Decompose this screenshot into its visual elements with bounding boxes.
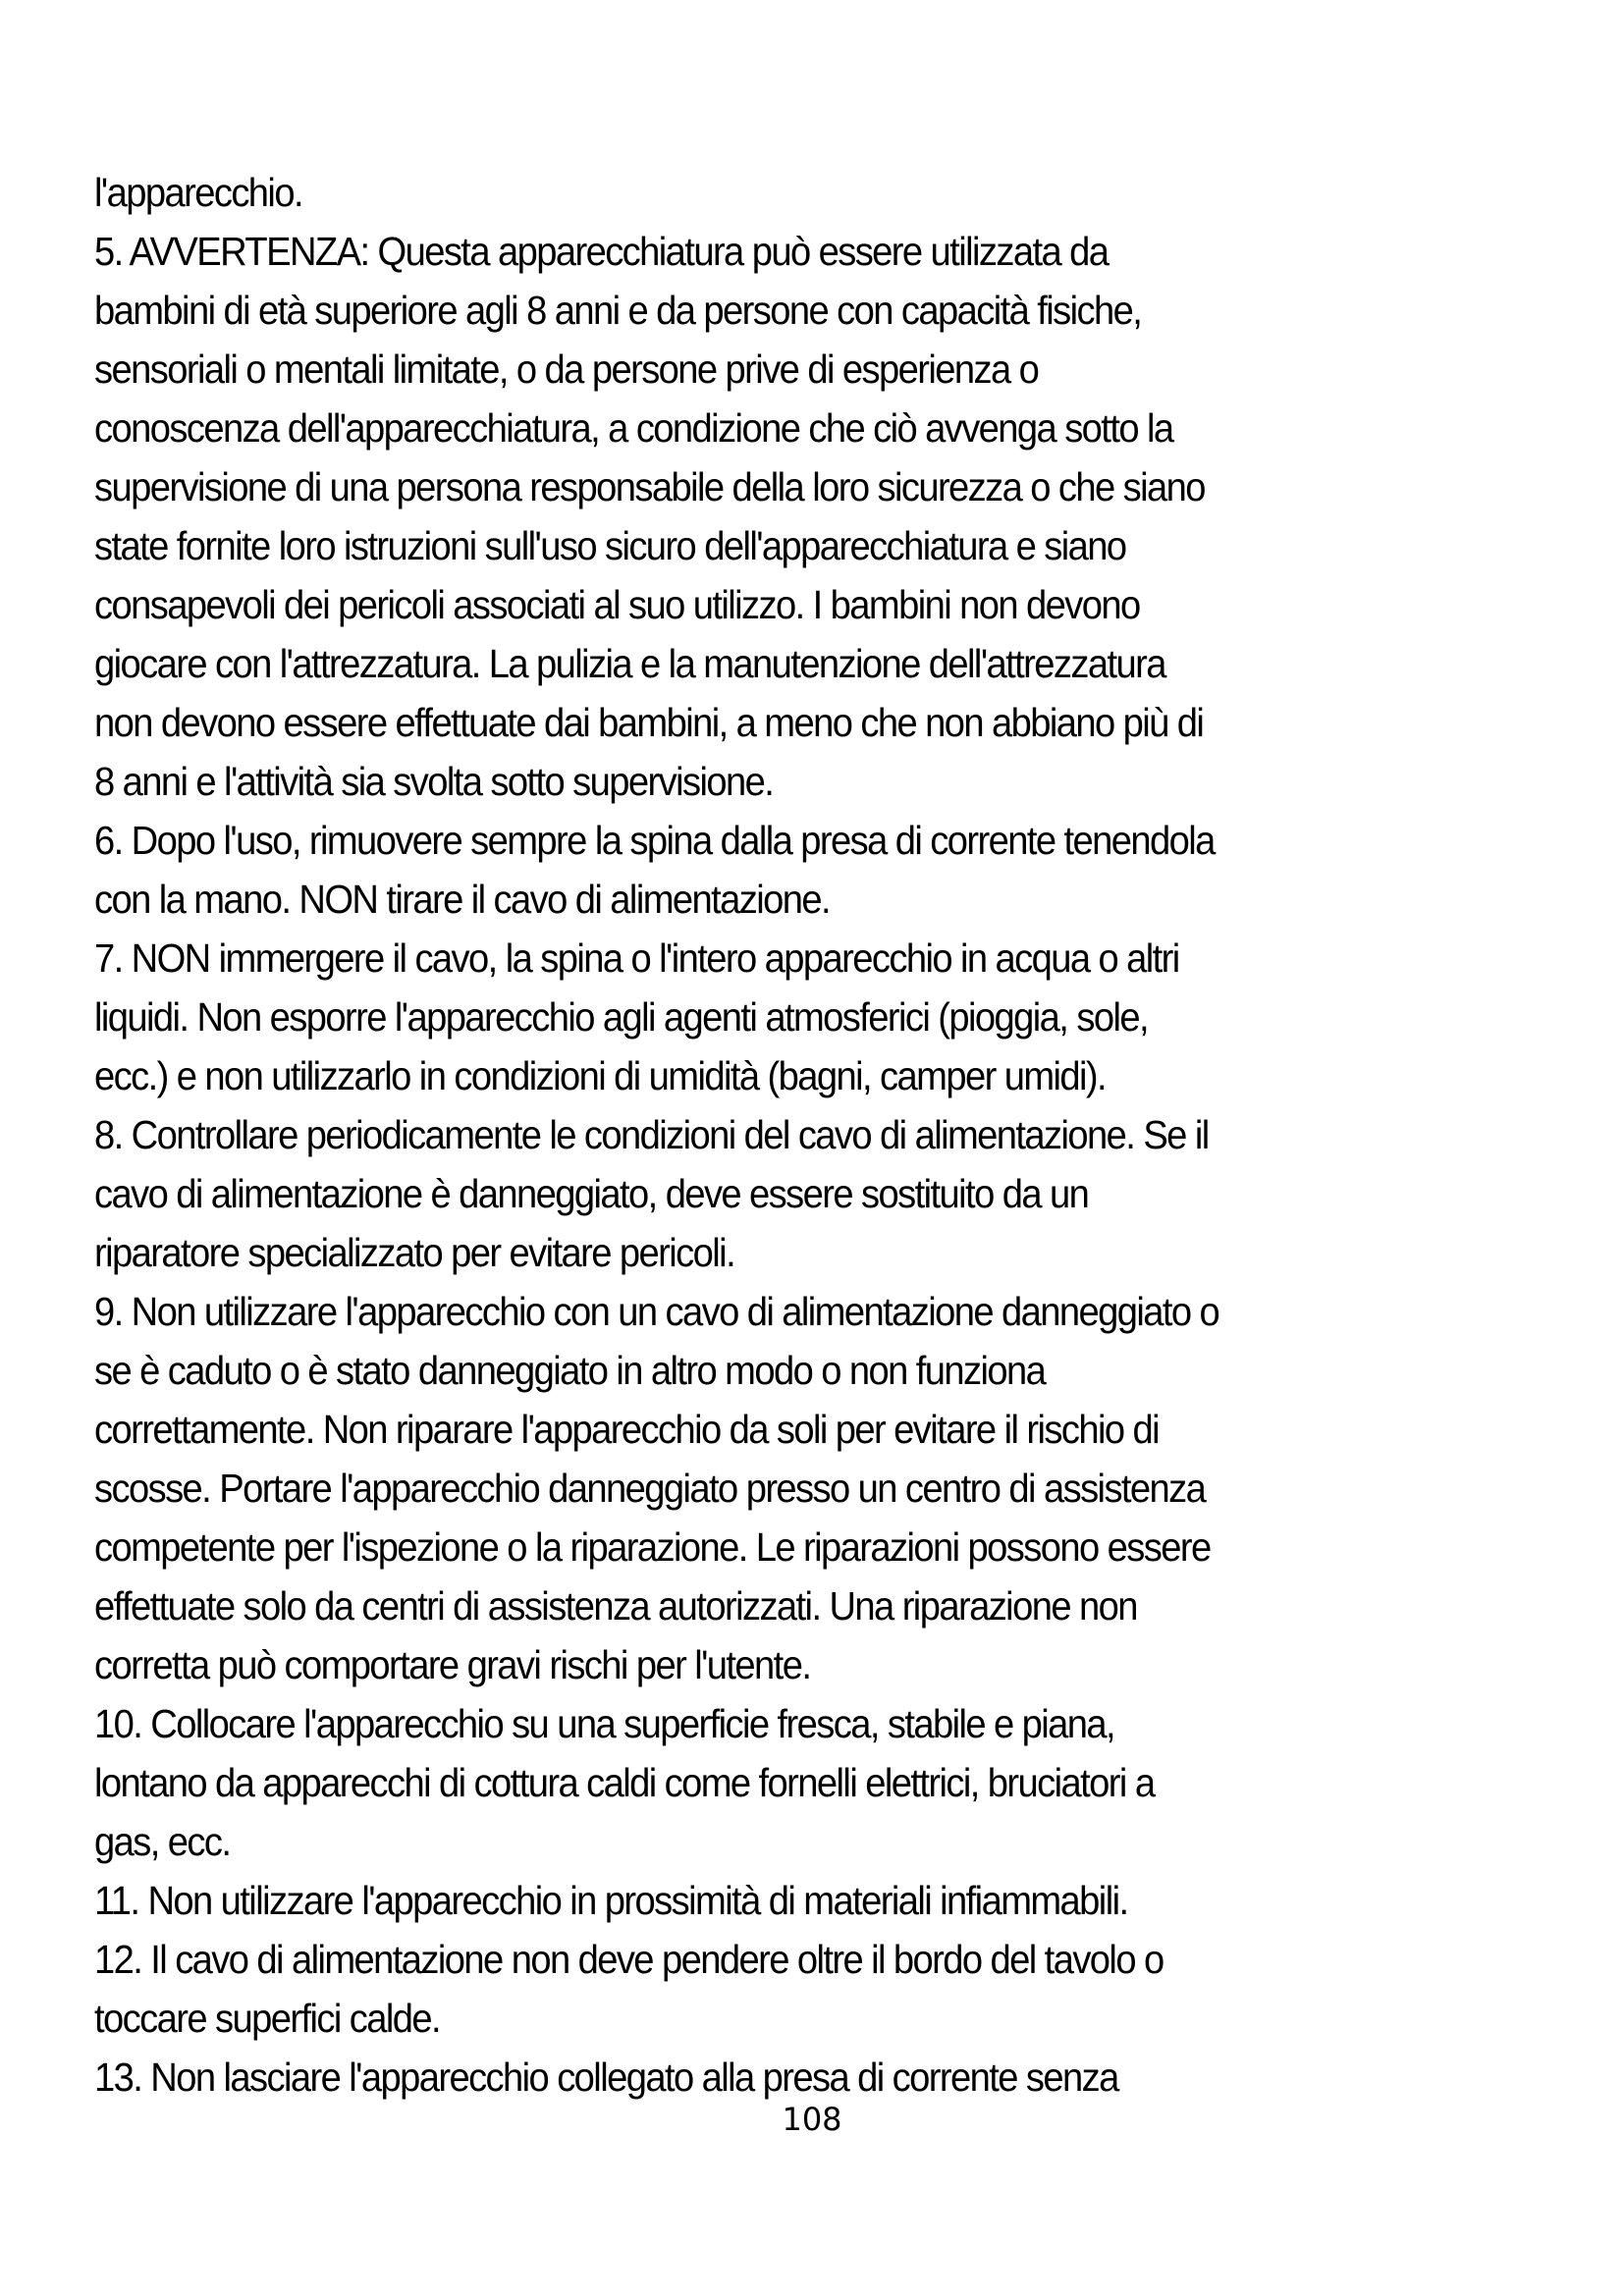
text-line: liquidi. Non esporre l'apparecchio agli agenti atmosferici (pioggia, sole,	[94, 994, 1148, 1040]
text-line: bambini di età superiore agli 8 anni e da persone con capacità fisiche,	[94, 288, 1142, 333]
text-line: l'apparecchio.	[94, 170, 302, 215]
text-line: correttamente. Non riparare l'apparecchio da soli per evitare il rischio di	[94, 1407, 1160, 1452]
text-line: supervisione di una persona responsabile della loro sicurezza o che siano	[94, 464, 1205, 509]
text-line: con la mano. NON tirare il cavo di alimentazione.	[94, 877, 831, 922]
text-line: cavo di alimentazione è danneggiato, deve essere sostituito da un	[94, 1171, 1089, 1216]
text-line: giocare con l'attrezzatura. La pulizia e la manutenzione dell'attrezzatura	[94, 641, 1165, 686]
text-line: consapevoli dei pericoli associati al suo utilizzo. I bambini non devono	[94, 582, 1140, 627]
text-line: 5. AVVERTENZA: Questa apparecchiatura può essere utilizzata da	[94, 229, 1109, 274]
text-line: sensoriali o mentali limitate, o da persone prive di esperienza o	[94, 347, 1039, 392]
text-line: conoscenza dell'apparecchiatura, a condizione che ciò avvenga sotto la	[94, 405, 1173, 451]
text-line: se è caduto o è stato danneggiato in altro modo o non funziona	[94, 1348, 1046, 1393]
text-line: 8 anni e l'attività sia svolta sotto supervisione.	[94, 759, 774, 804]
page-number: 108	[782, 2101, 842, 2138]
text-line: corretta può comportare gravi rischi per l'utente.	[94, 1642, 811, 1687]
text-line: 11. Non utilizzare l'apparecchio in prossimità di materiali infiammabili.	[94, 1878, 1128, 1923]
text-line: lontano da apparecchi di cottura caldi come fornelli elettrici, bruciatori a	[94, 1760, 1155, 1805]
text-line: non devono essere effettuate dai bambini, a meno che non abbiano più di	[94, 700, 1204, 745]
text-line: 8. Controllare periodicamente le condizioni del cavo di alimentazione. Se il	[94, 1112, 1209, 1157]
text-line: competente per l'ispezione o la riparazione. Le riparazioni possono essere	[94, 1524, 1211, 1570]
body-text	[94, 163, 1538, 2107]
text-line: 6. Dopo l'uso, rimuovere sempre la spina dalla presa di corrente tenendola	[94, 818, 1215, 863]
text-line: ecc.) e non utilizzarlo in condizioni di umidità (bagni, camper umidi).	[94, 1053, 1107, 1098]
text-line: 7. NON immergere il cavo, la spina o l'intero apparecchio in acqua o altri	[94, 935, 1179, 981]
text-line: 12. Il cavo di alimentazione non deve pendere oltre il bordo del tavolo o	[94, 1937, 1164, 1982]
text-line: 9. Non utilizzare l'apparecchio con un cavo di alimentazione danneggiato o	[94, 1289, 1219, 1334]
text-line: scosse. Portare l'apparecchio danneggiato presso un centro di assistenza	[94, 1466, 1206, 1511]
text-line: toccare superfici calde.	[94, 1996, 441, 2041]
text-line: riparatore specializzato per evitare pericoli.	[94, 1230, 735, 1275]
text-line: 10. Collocare l'apparecchio su una superficie fresca, stabile e piana,	[94, 1701, 1115, 1746]
text-line: state fornite loro istruzioni sull'uso sicuro dell'apparecchiatura e siano	[94, 523, 1126, 568]
text-line: 13. Non lasciare l'apparecchio collegato alla presa di corrente senza	[94, 2055, 1118, 2100]
text-line: effettuate solo da centri di assistenza autorizzati. Una riparazione non	[94, 1583, 1137, 1629]
text-line: gas, ecc.	[94, 1819, 231, 1864]
